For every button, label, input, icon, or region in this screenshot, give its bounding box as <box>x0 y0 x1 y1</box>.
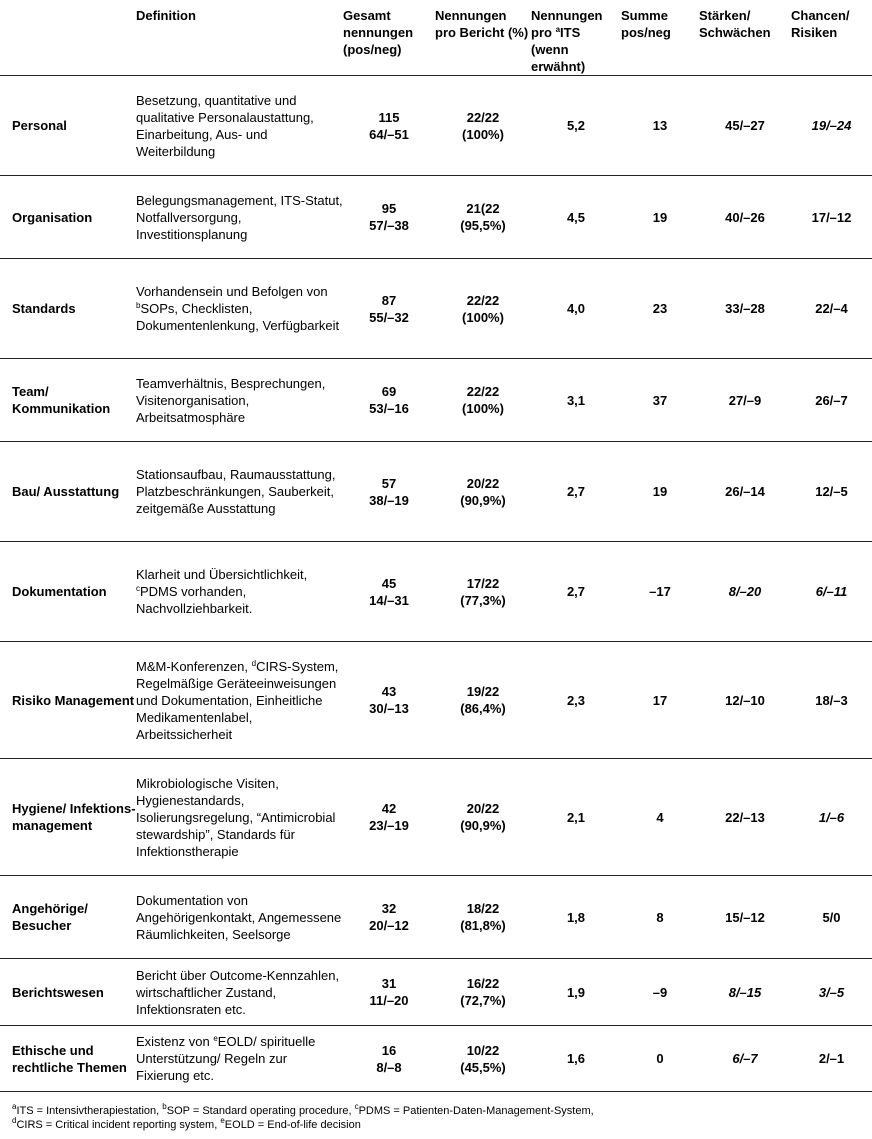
definition-text: Dokumentation von Angehörigenkontakt, Angemessene Räumlichkeiten, Seelsorge <box>136 892 342 942</box>
its-value: 2,7 <box>566 484 586 499</box>
gesamt-posneg: 57/–38 <box>369 218 409 233</box>
bericht-ratio: 16/22 <box>466 976 500 991</box>
gesamt-total: 42 <box>381 801 397 816</box>
row-theme <box>0 759 136 876</box>
its-value: 1,9 <box>566 984 586 1000</box>
header-theme <box>0 0 136 76</box>
definition-text: PDMS vorhanden, Nachvollziehbarkeit. <box>136 584 253 616</box>
row-nennungen-its <box>531 542 621 642</box>
row-definition <box>136 359 343 442</box>
row-staerken <box>699 759 791 876</box>
bericht-percent: (95,5%) <box>460 218 506 233</box>
row-definition <box>136 176 343 259</box>
row-chancen <box>791 76 872 176</box>
bericht-ratio: 22/22 <box>466 384 500 399</box>
definition-text: Teamverhältnis, Besprechungen, Visitenorganisation, Arbeitsatmosphäre <box>136 375 326 425</box>
row-nennungen-bericht <box>435 1026 531 1092</box>
chancen-value: 17/–12 <box>811 209 852 225</box>
chancen-value: 22/–4 <box>815 301 848 316</box>
gesamt-total: 32 <box>381 901 397 916</box>
row-summe <box>621 176 699 259</box>
gesamt-total: 95 <box>381 201 397 216</box>
row-gesamt <box>343 176 435 259</box>
row-theme <box>0 359 136 442</box>
summe-value: –17 <box>649 584 671 599</box>
summe-value: 37 <box>652 392 668 408</box>
footnote-marker: c <box>354 1102 359 1111</box>
theme-label: Berichtswesen <box>12 984 104 1000</box>
header-nennungen-bericht: Nennungen pro Bericht (%) <box>435 8 529 40</box>
gesamt-total: 69 <box>381 384 397 399</box>
row-staerken <box>699 1026 791 1092</box>
bericht-ratio: 22/22 <box>466 109 500 125</box>
footnote-marker: a <box>12 1102 17 1111</box>
header-its-pre: Nennungen pro <box>531 8 603 40</box>
table-row <box>0 876 872 959</box>
row-chancen <box>791 876 872 959</box>
chancen-value: 6/–11 <box>815 584 848 599</box>
staerken-value: 27/–9 <box>728 392 762 408</box>
summe-value: 17 <box>652 692 668 708</box>
its-value: 1,8 <box>566 909 586 925</box>
row-summe <box>621 542 699 642</box>
table-row <box>0 542 872 642</box>
row-chancen <box>791 259 872 359</box>
its-value: 5,2 <box>566 118 586 133</box>
theme-label: Organisation <box>12 209 93 225</box>
header-gesamt: Gesamt nennungen (pos/neg) <box>343 8 414 57</box>
bericht-ratio: 21(22 <box>466 201 500 216</box>
summe-value: 13 <box>652 118 668 133</box>
row-nennungen-its <box>531 76 621 176</box>
summe-value: 0 <box>656 1051 664 1066</box>
footnote-marker: b <box>162 1102 167 1111</box>
gesamt-total: 43 <box>381 684 397 699</box>
table-row <box>0 1026 872 1092</box>
row-nennungen-bericht <box>435 542 531 642</box>
footnote-line <box>12 1104 594 1118</box>
header-its-sup: a <box>555 25 561 34</box>
table-row <box>0 442 872 542</box>
footnote-line <box>12 1118 594 1132</box>
row-definition <box>136 542 343 642</box>
row-theme <box>0 442 136 542</box>
table-row <box>0 176 872 259</box>
definition-text: Belegungsmanagement, ITS-Statut, Notfallversorgung, Investitionsplanung <box>136 192 343 242</box>
row-staerken <box>699 442 791 542</box>
gesamt-posneg: 20/–12 <box>369 918 409 933</box>
footnote-text: ITS = Intensivtherapiestation, <box>16 1105 163 1117</box>
staerken-value: 12/–10 <box>725 692 765 708</box>
row-staerken <box>699 876 791 959</box>
row-nennungen-bericht <box>435 642 531 759</box>
footnote-text: CIRS = Critical incident reporting system, <box>16 1119 221 1131</box>
bericht-ratio: 17/22 <box>466 575 500 591</box>
gesamt-posneg: 11/–20 <box>369 993 409 1008</box>
row-chancen <box>791 959 872 1026</box>
row-definition <box>136 759 343 876</box>
header-summe: Summe pos/neg <box>621 8 671 40</box>
row-summe <box>621 76 699 176</box>
row-nennungen-bericht <box>435 759 531 876</box>
footnote-marker: b <box>136 301 141 310</box>
row-definition <box>136 959 343 1026</box>
row-chancen <box>791 1026 872 1092</box>
chancen-value: 5/0 <box>822 909 841 925</box>
row-nennungen-bericht <box>435 176 531 259</box>
header-staerken: Stärken/ Schwächen <box>699 8 771 40</box>
its-value: 1,6 <box>566 1051 586 1066</box>
row-definition <box>136 1026 343 1092</box>
row-nennungen-its <box>531 359 621 442</box>
definition-text: Vorhandensein und Befolgen von <box>136 284 328 299</box>
row-staerken <box>699 76 791 176</box>
table-row <box>0 759 872 876</box>
row-chancen <box>791 359 872 442</box>
row-nennungen-its <box>531 959 621 1026</box>
bericht-ratio: 20/22 <box>466 475 500 491</box>
bericht-percent: (77,3%) <box>460 592 506 608</box>
row-nennungen-its <box>531 1026 621 1092</box>
row-theme <box>0 642 136 759</box>
gesamt-total: 57 <box>381 475 397 491</box>
row-staerken <box>699 259 791 359</box>
footnote-marker: d <box>12 1116 17 1125</box>
row-staerken <box>699 959 791 1026</box>
theme-label: Personal <box>12 118 67 133</box>
chancen-value: 18/–3 <box>815 692 848 708</box>
footnote-text: EOLD = End-of-life decision <box>224 1119 361 1131</box>
table-row <box>0 642 872 759</box>
gesamt-posneg: 64/–51 <box>369 126 409 142</box>
definition-text: Bericht über Outcome-Kennzahlen, wirtschaftlicher Zustand, Infektionsraten etc. <box>136 967 340 1017</box>
gesamt-posneg: 38/–19 <box>369 492 409 508</box>
definition-text: Existenz von <box>136 1034 214 1049</box>
header-nennungen-its <box>531 0 621 76</box>
row-nennungen-its <box>531 642 621 759</box>
row-nennungen-its <box>531 259 621 359</box>
gesamt-posneg: 23/–19 <box>369 818 409 833</box>
row-gesamt <box>343 259 435 359</box>
bericht-percent: (100%) <box>462 401 504 416</box>
header-its-post: ITS (wenn erwähnt) <box>531 25 586 74</box>
staerken-value: 15/–12 <box>725 909 765 925</box>
gesamt-total: 87 <box>381 292 397 308</box>
footnote-text: PDMS = Patienten-Daten-Management-System, <box>358 1105 594 1117</box>
row-nennungen-its <box>531 442 621 542</box>
footnote-marker: e <box>213 1034 218 1043</box>
definition-text: EOLD/ spirituelle Unterstützung/ Regeln zur Fixierung etc. <box>136 1034 316 1083</box>
footnote-marker: e <box>220 1116 225 1125</box>
bericht-ratio: 18/22 <box>466 901 500 916</box>
footnote-marker: d <box>251 658 257 668</box>
row-theme <box>0 876 136 959</box>
row-gesamt <box>343 642 435 759</box>
its-value: 3,1 <box>566 392 586 408</box>
theme-label: Dokumentation <box>12 584 107 599</box>
definition-text: M&M-Konferenzen, <box>136 658 252 674</box>
row-gesamt <box>343 959 435 1026</box>
bericht-percent: (100%) <box>462 126 504 142</box>
row-theme <box>0 542 136 642</box>
row-summe <box>621 1026 699 1092</box>
chancen-value: 2/–1 <box>818 1051 845 1066</box>
row-chancen <box>791 542 872 642</box>
row-summe <box>621 442 699 542</box>
theme-label: Hygiene/ Infektions-management <box>12 801 136 833</box>
header-definition: Definition <box>136 8 196 23</box>
theme-label: Bau/ Ausstattung <box>12 484 120 499</box>
row-chancen <box>791 176 872 259</box>
table-row <box>0 359 872 442</box>
row-summe <box>621 259 699 359</box>
table-row <box>0 76 872 176</box>
row-staerken <box>699 642 791 759</box>
row-gesamt <box>343 759 435 876</box>
row-summe <box>621 759 699 876</box>
chancen-value: 19/–24 <box>811 118 852 133</box>
table-row <box>0 259 872 359</box>
row-theme <box>0 76 136 176</box>
theme-label: Team/ Kommunikation <box>12 384 111 416</box>
summe-value: 4 <box>656 809 664 825</box>
gesamt-posneg: 53/–16 <box>369 401 409 416</box>
summe-value: –9 <box>652 984 668 1000</box>
row-nennungen-bericht <box>435 876 531 959</box>
row-definition <box>136 642 343 759</box>
row-gesamt <box>343 542 435 642</box>
staerken-value: 33/–28 <box>725 301 765 316</box>
its-value: 2,3 <box>566 692 586 708</box>
row-nennungen-bericht <box>435 442 531 542</box>
row-gesamt <box>343 359 435 442</box>
bericht-percent: (90,9%) <box>460 492 506 508</box>
row-staerken <box>699 542 791 642</box>
table-row <box>0 959 872 1026</box>
row-gesamt <box>343 1026 435 1092</box>
staerken-value: 22/–13 <box>725 809 765 825</box>
row-nennungen-its <box>531 759 621 876</box>
row-summe <box>621 876 699 959</box>
staerken-value: 8/–20 <box>728 584 762 599</box>
bericht-percent: (90,9%) <box>460 818 506 833</box>
row-nennungen-bericht <box>435 359 531 442</box>
row-theme <box>0 259 136 359</box>
summe-value: 19 <box>652 484 668 499</box>
row-staerken <box>699 176 791 259</box>
header-chancen: Chancen/ Risiken <box>791 8 850 40</box>
theme-label: Ethische und rechtliche Themen <box>12 1042 127 1075</box>
row-staerken <box>699 359 791 442</box>
footnote <box>12 1104 594 1132</box>
row-theme <box>0 176 136 259</box>
row-summe <box>621 959 699 1026</box>
gesamt-total: 16 <box>381 1042 397 1058</box>
bericht-percent: (45,5%) <box>460 1059 506 1075</box>
definition-text: Klarheit und Übersichtlichkeit, <box>136 567 308 582</box>
theme-label: Risiko Management <box>12 692 135 708</box>
gesamt-total: 115 <box>378 109 400 125</box>
table-body <box>0 76 872 1092</box>
chancen-value: 1/–6 <box>818 809 845 825</box>
theme-label: Angehörige/ Besucher <box>12 901 88 933</box>
staerken-value: 8/–15 <box>728 984 762 1000</box>
chancen-value: 3/–5 <box>818 984 845 1000</box>
theme-label: Standards <box>12 301 76 316</box>
gesamt-total: 31 <box>381 976 397 991</box>
its-value: 4,0 <box>566 301 586 316</box>
definition-text: CIRS-System, Regelmäßige Geräteeinweisungen und Dokumentation, Einheitliche Medikamentenlabel, Arbeitssicherheit <box>136 658 339 742</box>
row-chancen <box>791 442 872 542</box>
row-nennungen-its <box>531 876 621 959</box>
row-summe <box>621 359 699 442</box>
bericht-ratio: 20/22 <box>466 801 500 816</box>
chancen-value: 26/–7 <box>815 392 848 408</box>
row-gesamt <box>343 876 435 959</box>
footnote-text: SOP = Standard operating procedure, <box>166 1105 355 1117</box>
bericht-percent: (86,4%) <box>460 701 506 716</box>
staerken-value: 26/–14 <box>725 484 765 499</box>
definition-text: Stationsaufbau, Raumausstattung, Platzbeschränkungen, Sauberkeit, zeitgemäße Ausstattung <box>136 467 336 516</box>
row-definition <box>136 876 343 959</box>
row-chancen <box>791 759 872 876</box>
header-row <box>0 0 872 76</box>
bericht-ratio: 22/22 <box>466 292 500 308</box>
row-gesamt <box>343 442 435 542</box>
gesamt-posneg: 14/–31 <box>369 592 409 608</box>
gesamt-posneg: 8/–8 <box>376 1059 402 1075</box>
its-value: 2,1 <box>566 809 586 825</box>
bericht-ratio: 10/22 <box>466 1042 500 1058</box>
its-value: 2,7 <box>566 584 586 599</box>
summe-value: 23 <box>652 301 668 316</box>
bericht-percent: (72,7%) <box>460 993 506 1008</box>
row-definition <box>136 442 343 542</box>
summe-value: 8 <box>656 909 664 925</box>
bericht-ratio: 19/22 <box>466 684 500 699</box>
row-theme <box>0 1026 136 1092</box>
gesamt-total: 45 <box>381 575 397 591</box>
row-nennungen-bericht <box>435 959 531 1026</box>
row-summe <box>621 642 699 759</box>
definition-text: SOPs, Checklisten, Dokumentenlenkung, Verfügbarkeit <box>136 301 340 333</box>
row-nennungen-bericht <box>435 259 531 359</box>
bericht-percent: (81,8%) <box>460 918 506 933</box>
row-nennungen-bericht <box>435 76 531 176</box>
staerken-value: 6/–7 <box>732 1051 758 1066</box>
staerken-value: 45/–27 <box>725 118 765 133</box>
row-chancen <box>791 642 872 759</box>
row-definition <box>136 259 343 359</box>
chancen-value: 12/–5 <box>815 484 848 499</box>
row-definition <box>136 76 343 176</box>
bericht-percent: (100%) <box>462 309 504 325</box>
staerken-value: 40/–26 <box>725 209 765 225</box>
definition-text: Besetzung, quantitative und qualitative Personalaustattung, Einarbeitung, Aus- und Weiterbildung <box>136 92 314 159</box>
row-nennungen-its <box>531 176 621 259</box>
row-gesamt <box>343 76 435 176</box>
summe-value: 19 <box>652 209 668 225</box>
gesamt-posneg: 30/–13 <box>369 701 409 716</box>
gesamt-posneg: 55/–32 <box>369 309 409 325</box>
footnote-marker: c <box>136 584 140 593</box>
its-value: 4,5 <box>566 209 586 225</box>
definition-text: Mikrobiologische Visiten, Hygienestandards, Isolierungsregelung, “Antimicrobial stewardship”, Standards für Infektionstherapie <box>136 775 336 859</box>
row-theme <box>0 959 136 1026</box>
